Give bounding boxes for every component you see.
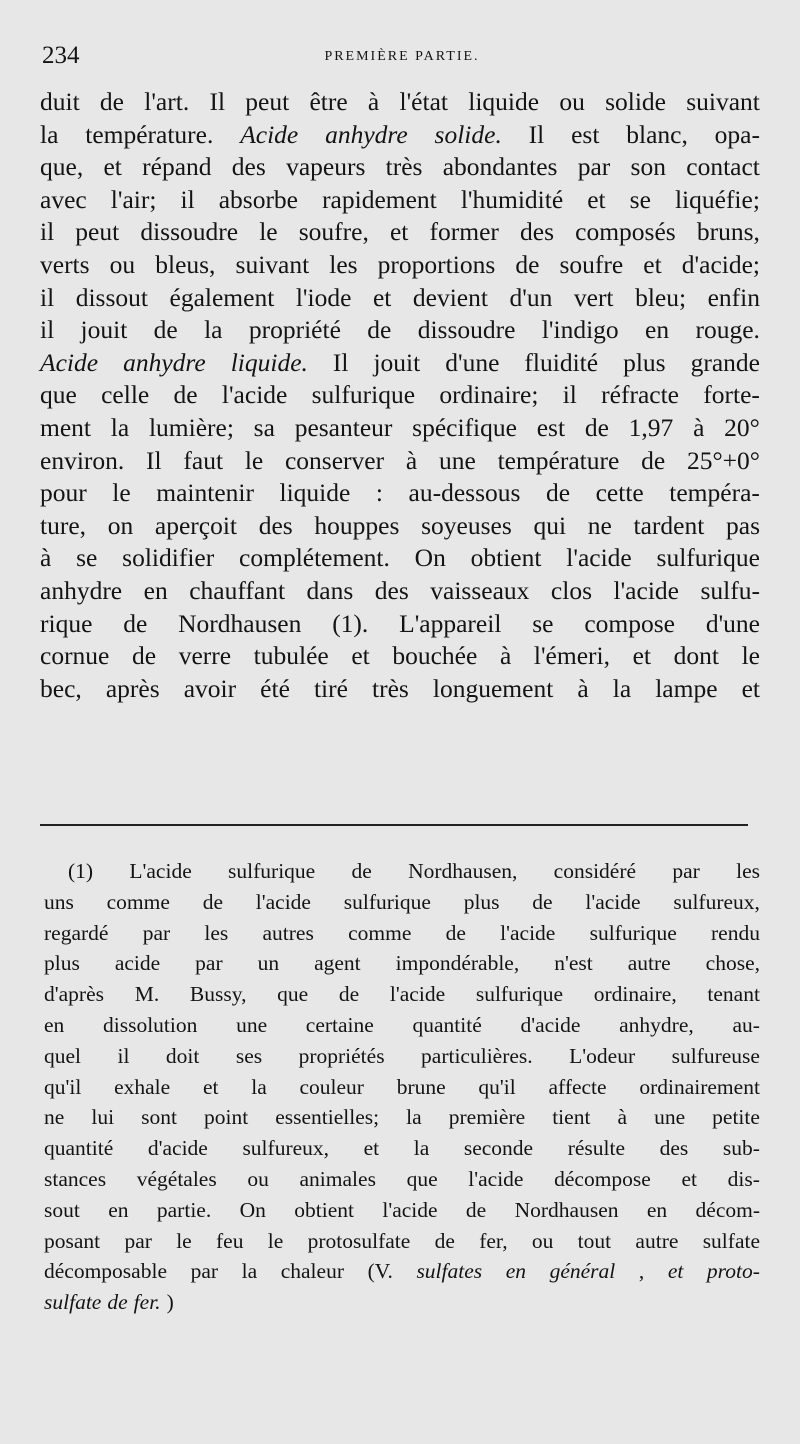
footnote-line: sulfate de fer. ) <box>44 1290 174 1315</box>
text-line: il jouit de la propriété de dissoudre l'indigo en rouge. <box>40 315 760 345</box>
text-line: verts ou bleus, suivant les proportions de soufre et d'acide; <box>40 249 760 279</box>
footnote-block <box>44 856 760 1318</box>
footnote-line: quel il doit ses propriétés particulières. L'odeur sulfureuse <box>44 1043 760 1068</box>
text-line: que celle de l'acide sulfurique ordinaire; il réfracte forte- <box>40 380 760 410</box>
footnote-line: quantité d'acide sulfureux, et la seconde résulte des sub- <box>44 1136 760 1161</box>
text-line: rique de Nordhausen (1). L'appareil se compose d'une <box>40 608 760 638</box>
text-line: il peut dissoudre le soufre, et former des composés bruns, <box>40 217 760 247</box>
footnote-line: qu'il exhale et la couleur brune qu'il affecte ordinairement <box>44 1074 760 1099</box>
text-line: avec l'air; il absorbe rapidement l'humidité et se liquéfie; <box>40 184 760 214</box>
footnote-separator-rule <box>40 824 748 826</box>
text-line: pour le maintenir liquide : au-dessous de cette tempéra- <box>40 478 760 508</box>
footnote-line: décomposable par la chaleur (V. sulfates en général , et proto- <box>44 1259 760 1284</box>
text-line: environ. Il faut le conserver à une température de 25°+0° <box>40 445 760 475</box>
text-line: à se solidifier complétement. On obtient l'acide sulfurique <box>40 543 760 573</box>
page-number: 234 <box>42 42 80 69</box>
footnote-line: uns comme de l'acide sulfurique plus de l'acide sulfureux, <box>44 889 760 914</box>
footnote-line: posant par le feu le protosulfate de fer, ou tout autre sulfate <box>44 1228 760 1253</box>
text-line: il dissout également l'iode et devient d'un vert bleu; enfin <box>40 282 760 312</box>
footnote-line: en dissolution une certaine quantité d'acide anhydre, au- <box>44 1012 760 1037</box>
text-line: ture, on aperçoit des houppes soyeuses qui ne tardent pas <box>40 510 760 540</box>
text-line: ment la lumière; sa pesanteur spécifique est de 1,97 à 20° <box>40 412 760 442</box>
running-title: PREMIÈRE PARTIE. <box>324 49 480 64</box>
text-line: Acide anhydre liquide. Il jouit d'une fluidité plus grande <box>40 347 760 377</box>
footnote-line: plus acide par un agent impondérable, n'est autre chose, <box>44 951 760 976</box>
footnote-line: sout en partie. On obtient l'acide de Nordhausen en décom- <box>44 1197 760 1222</box>
running-head <box>42 42 762 76</box>
text-line: la température. Acide anhydre solide. Il est blanc, opa- <box>40 119 760 149</box>
text-line: que, et répand des vapeurs très abondantes par son contact <box>40 152 760 182</box>
footnote-line: (1) L'acide sulfurique de Nordhausen, considéré par les <box>68 859 760 883</box>
text-line: bec, après avoir été tiré très longuement à la lampe et <box>40 673 760 703</box>
text-line: anhydre en chauffant dans des vaisseaux clos l'acide sulfu- <box>40 575 760 605</box>
footnote-line: d'après M. Bussy, que de l'acide sulfurique ordinaire, tenant <box>44 982 760 1007</box>
footnote-line: ne lui sont point essentielles; la première tient à une petite <box>44 1105 760 1130</box>
main-text-block <box>40 86 760 705</box>
text-line: cornue de verre tubulée et bouchée à l'émeri, et dont le <box>40 641 760 671</box>
footnote-line: stances végétales ou animales que l'acide décompose et dis- <box>44 1166 760 1191</box>
text-line: duit de l'art. Il peut être à l'état liquide ou solide suivant <box>40 87 760 116</box>
footnote-line: regardé par les autres comme de l'acide sulfurique rendu <box>44 920 760 945</box>
